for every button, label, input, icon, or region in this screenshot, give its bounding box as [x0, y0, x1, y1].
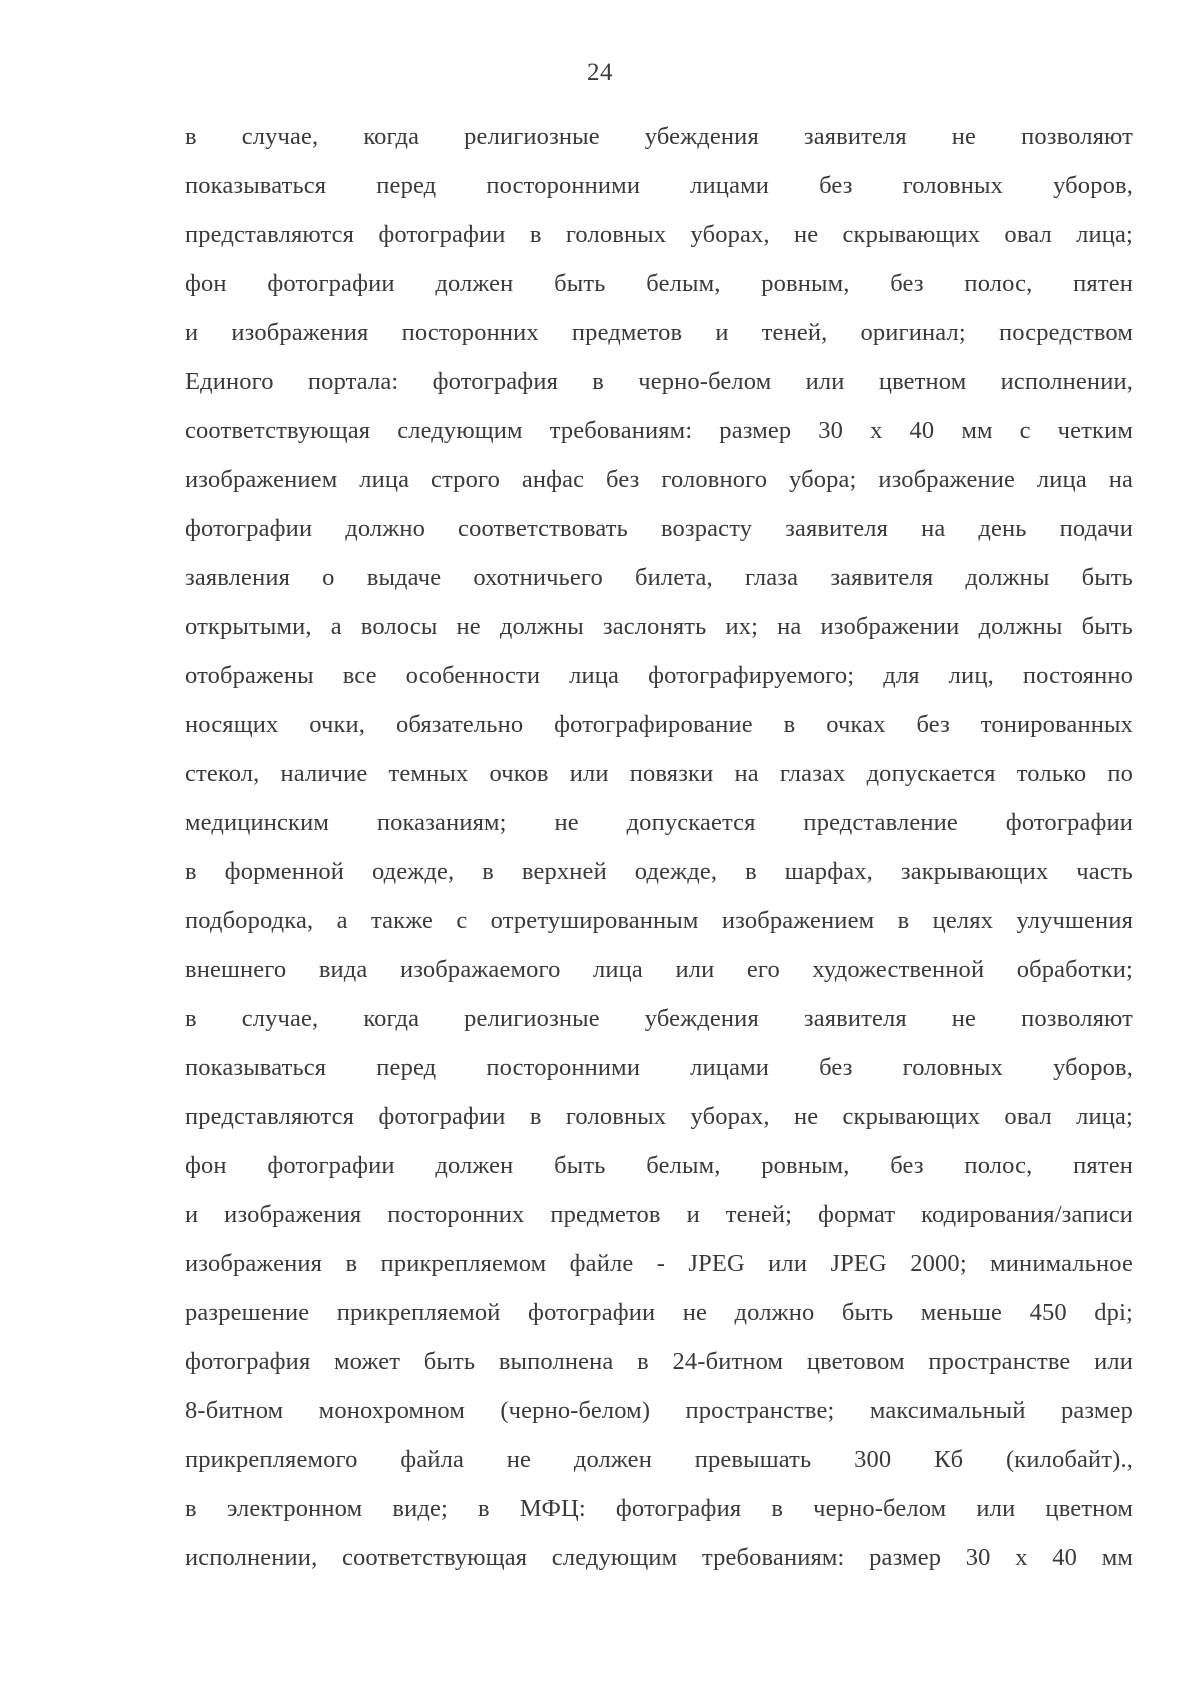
text-line: соответствующая следующим требованиям: размер 30 х 40 мм с четким — [185, 417, 1133, 444]
text-line: фон фотографии должен быть белым, ровным, без полос, пятен — [185, 1152, 1133, 1179]
text-line: исполнении, соответствующая следующим требованиям: размер 30 х 40 мм — [185, 1544, 1133, 1571]
text-line: прикрепляемого файла не должен превышать 300 Кб (килобайт)., — [185, 1446, 1133, 1473]
text-line: представляются фотографии в головных уборах, не скрывающих овал лица; — [185, 1103, 1133, 1130]
text-line: открытыми, а волосы не должны заслонять их; на изображении должны быть — [185, 613, 1133, 640]
text-line: Единого портала: фотография в черно-белом или цветном исполнении, — [185, 368, 1133, 395]
text-line: изображения в прикрепляемом файле - JPEG или JPEG 2000; минимальное — [185, 1250, 1133, 1277]
text-line: носящих очки, обязательно фотографирование в очках без тонированных — [185, 711, 1133, 738]
text-line: показываться перед посторонними лицами без головных уборов, — [185, 172, 1133, 199]
text-line: показываться перед посторонними лицами без головных уборов, — [185, 1054, 1133, 1081]
text-line: в случае, когда религиозные убеждения заявителя не позволяют — [185, 123, 1133, 150]
text-line: заявления о выдаче охотничьего билета, глаза заявителя должны быть — [185, 564, 1133, 591]
text-line: подбородка, а также с отретушированным изображением в целях улучшения — [185, 907, 1133, 934]
text-line: и изображения посторонних предметов и теней, оригинал; посредством — [185, 319, 1133, 346]
text-line: в электронном виде; в МФЦ: фотография в черно-белом или цветном — [185, 1495, 1133, 1522]
body-text — [185, 112, 1133, 1582]
text-line: внешнего вида изображаемого лица или его художественной обработки; — [185, 956, 1133, 983]
text-line: медицинским показаниям; не допускается представление фотографии — [185, 809, 1133, 836]
text-line: фон фотографии должен быть белым, ровным, без полос, пятен — [185, 270, 1133, 297]
text-line: в случае, когда религиозные убеждения заявителя не позволяют — [185, 1005, 1133, 1032]
text-line: изображением лица строго анфас без головного убора; изображение лица на — [185, 466, 1133, 493]
text-line: представляются фотографии в головных уборах, не скрывающих овал лица; — [185, 221, 1133, 248]
text-line: 8-битном монохромном (черно-белом) пространстве; максимальный размер — [185, 1397, 1133, 1424]
text-line: отображены все особенности лица фотографируемого; для лиц, постоянно — [185, 662, 1133, 689]
text-line: в форменной одежде, в верхней одежде, в шарфах, закрывающих часть — [185, 858, 1133, 885]
page-number: 24 — [587, 59, 613, 86]
text-line: фотографии должно соответствовать возрасту заявителя на день подачи — [185, 515, 1133, 542]
text-line: стекол, наличие темных очков или повязки на глазах допускается только по — [185, 760, 1133, 787]
text-line: фотография может быть выполнена в 24-битном цветовом пространстве или — [185, 1348, 1133, 1375]
text-line: разрешение прикрепляемой фотографии не должно быть меньше 450 dpi; — [185, 1299, 1133, 1326]
text-line: и изображения посторонних предметов и теней; формат кодирования/записи — [185, 1201, 1133, 1228]
